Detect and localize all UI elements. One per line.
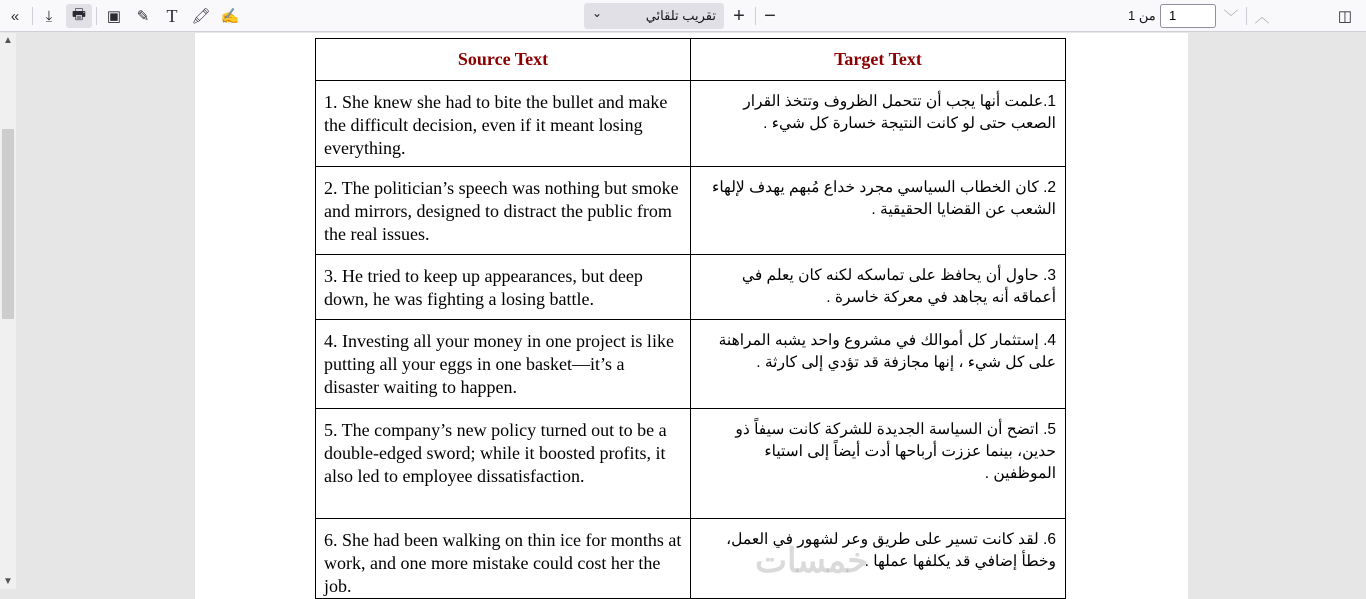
divider [32, 7, 33, 25]
translation-table [315, 38, 1066, 599]
header-target-text: Target Text [691, 39, 1066, 81]
divider [755, 7, 756, 25]
table-row [316, 409, 1066, 519]
table-row [316, 519, 1066, 599]
table-row [316, 81, 1066, 167]
target-cell: 3. حاول أن يحافظ على تماسكه لكنه كان يعلم في أعماقه أنه يجاهد في معركة خاسرة . [691, 255, 1066, 320]
divider [96, 7, 97, 25]
scroll-up-icon[interactable]: ▲ [3, 35, 13, 46]
table-row [316, 320, 1066, 409]
target-cell: 1.علمت أنها يجب أن تتحمل الظروف وتتخذ القرار الصعب حتى لو كانت النتيجة خسارة كل شيء . [691, 81, 1066, 167]
watermark: خمسات [755, 542, 869, 580]
toggle-sidebar-icon[interactable]: « [10, 7, 20, 25]
source-cell: 2. The politician’s speech was nothing but smoke and mirrors, designed to distract the public from the real issues. [316, 167, 691, 255]
signature-icon[interactable]: ✍ [220, 8, 240, 25]
toolbar [0, 0, 1366, 32]
zoom-out-icon[interactable]: − [764, 4, 776, 27]
zoom-in-icon[interactable]: + [733, 4, 745, 27]
target-cell: 6. لقد كانت تسير على طريق وعر لشهور في العمل، وخطأ إضافي قد يكلفها عملها . [691, 519, 1066, 599]
pdf-page [195, 33, 1188, 599]
table-row [316, 167, 1066, 255]
chevron-down-icon: ⌄ [592, 6, 603, 20]
zoom-select[interactable] [584, 3, 724, 29]
add-image-icon[interactable]: ▣ [106, 8, 122, 25]
page-count: من 1 [1128, 8, 1156, 23]
table-row [316, 255, 1066, 320]
scrollbar-thumb[interactable] [2, 129, 14, 319]
next-page-icon[interactable]: ﹀ [1223, 8, 1239, 26]
download-icon[interactable]: ⤓ [45, 7, 53, 25]
source-cell: 5. The company’s new policy turned out to be a double-edged sword; while it boosted profits, it also led to employee dissatisfaction. [316, 409, 691, 519]
zoom-label: تقريب تلقائي [645, 8, 716, 23]
target-cell: 5. اتضح أن السياسة الجديدة للشركة كانت سيفاً ذو حدين، بينما عززت أرباحها أدت أيضاً إلى استياء الموظفين . [691, 409, 1066, 519]
draw-icon[interactable]: ✎ [136, 8, 150, 25]
source-cell: 6. She had been walking on thin ice for months at work, and one more mistake could cost her the job. [316, 519, 691, 599]
highlight-icon[interactable]: 🖍 [191, 8, 211, 25]
previous-page-icon[interactable]: ︿ [1254, 8, 1270, 26]
text-icon[interactable]: T [166, 5, 178, 26]
secondary-toolbar-icon[interactable]: ◫ [1337, 8, 1353, 25]
source-cell: 1. She knew she had to bite the bullet and make the difficult decision, even if it meant losing everything. [316, 81, 691, 167]
print-icon[interactable]: 🖶 [66, 4, 92, 28]
scrollbar[interactable] [0, 33, 16, 589]
source-cell: 4. Investing all your money in one project is like putting all your eggs in one basket—it’s a disaster waiting to happen. [316, 320, 691, 409]
header-source-text: Source Text [316, 39, 691, 81]
target-cell: 2. كان الخطاب السياسي مجرد خداع مُبهم يهدف لإلهاء الشعب عن القضايا الحقيقية . [691, 167, 1066, 255]
page-number-input[interactable]: 1 [1160, 4, 1216, 28]
scroll-down-icon[interactable]: ▼ [3, 576, 13, 587]
target-cell: 4. إستثمار كل أموالك في مشروع واحد يشبه المراهنة على كل شيء ، إنها مجازفة قد تؤدي إلى كارثة . [691, 320, 1066, 409]
table-header-row [316, 39, 1066, 81]
divider [1246, 7, 1247, 25]
source-cell: 3. He tried to keep up appearances, but deep down, he was fighting a losing battle. [316, 255, 691, 320]
